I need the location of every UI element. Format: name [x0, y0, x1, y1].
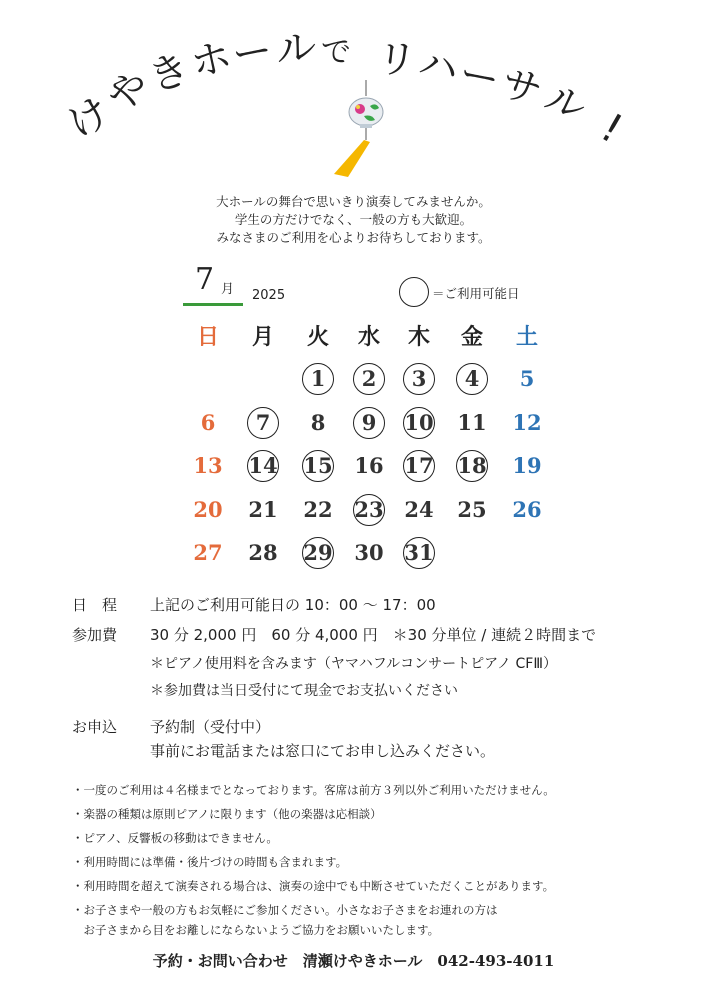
- calendar-day-available: 1: [293, 359, 343, 399]
- title-char: ハ: [414, 41, 462, 94]
- calendar-day: 26: [512, 497, 542, 522]
- title-char: き: [143, 45, 196, 102]
- note-item: ・お子さまや一般の方もお気軽にご参加ください。小さなお子さまをお連れの方は: [72, 903, 498, 917]
- calendar-day-available: 14: [238, 446, 288, 486]
- note-item: お子さまから目をお離しにならないようご協力をお願いいたします。: [72, 923, 440, 937]
- weekday-header: 日: [196, 324, 219, 350]
- intro-line: 学生の方だけでなく、一般の方も大歓迎。: [234, 212, 473, 227]
- month-unit: 月: [221, 282, 235, 297]
- month-underline: [183, 303, 243, 306]
- calendar-day: 6: [200, 410, 216, 435]
- title-char: け: [60, 88, 118, 149]
- title-char: ー: [229, 27, 276, 79]
- weekday-header: 金: [460, 324, 483, 350]
- calendar-day-available: 3: [394, 359, 444, 399]
- contact-line: 予約・お問い合わせ 清瀬けやきホール 042-493-4011: [152, 952, 555, 970]
- title-char: ー: [454, 50, 505, 105]
- calendar-day-available: 9: [344, 403, 394, 443]
- calendar-day: 27: [193, 540, 223, 565]
- title-char: ホ: [186, 33, 236, 87]
- calendar-day: 30: [354, 540, 384, 565]
- calendar-day: 12: [512, 410, 542, 435]
- weekday-header: 月: [251, 324, 274, 350]
- legend-text: ＝ご利用可能日: [432, 286, 520, 301]
- title-char: で: [321, 35, 351, 70]
- calendar-day: 19: [512, 453, 542, 478]
- calendar-day: 25: [457, 497, 487, 522]
- calendar-day: 28: [248, 540, 278, 565]
- intro-text: [0, 193, 707, 247]
- fee-note-payment: ＊参加費は当日受付にて現金でお支払いください: [150, 683, 458, 699]
- title-char: ル: [275, 25, 318, 74]
- calendar-day: 21: [248, 497, 278, 522]
- calendar-day: 22: [303, 497, 333, 522]
- calendar-day-available: 7: [238, 403, 288, 443]
- calendar-day-available: 2: [344, 359, 394, 399]
- title-char: や: [100, 63, 156, 121]
- apply-text-method: 事前にお電話または窓口にてお申し込みください。: [150, 742, 496, 760]
- calendar-day: 5: [519, 366, 535, 391]
- calendar-day-available: 23: [344, 490, 394, 530]
- apply-text-reservation: 予約制（受付中）: [150, 718, 271, 736]
- title-char: ル: [537, 73, 593, 133]
- title-char: リ: [374, 35, 419, 86]
- calendar-day-available: 29: [293, 533, 343, 573]
- schedule-label: 日 程: [72, 596, 118, 614]
- title-char: サ: [494, 59, 548, 116]
- wind-chime-icon: [334, 80, 383, 177]
- schedule-text: 上記のご利用可能日の 10：00 ～ 17：00: [150, 596, 436, 614]
- weekday-header: 土: [515, 324, 538, 350]
- calendar-day: 11: [457, 410, 487, 435]
- fee-note-piano: ＊ピアノ使用料を含みます（ヤマハフルコンサートピアノ CFⅢ）: [150, 656, 557, 672]
- calendar-day-available: 15: [293, 446, 343, 486]
- calendar-day-available: 10: [394, 403, 444, 443]
- month-number: 7: [195, 262, 215, 297]
- calendar-day: 24: [404, 497, 434, 522]
- title-arc: [0, 0, 707, 190]
- apply-label: お申込: [72, 718, 118, 736]
- weekday-header: 火: [306, 324, 329, 350]
- calendar-day: 8: [310, 410, 326, 435]
- weekday-header: 木: [407, 324, 430, 350]
- note-item: ・一度のご利用は４名様までとなっております。客席は前方３列以外ご利用いただけません。: [72, 783, 555, 797]
- weekday-header: 水: [357, 324, 380, 350]
- calendar-day-available: 17: [394, 446, 444, 486]
- title-char: !: [593, 104, 630, 153]
- fee-label: 参加費: [72, 626, 118, 644]
- intro-line: みなさまのご利用を心よりお待ちしております。: [216, 230, 491, 245]
- note-item: ・利用時間を超えて演奏される場合は、演奏の途中でも中断させていただくことがあります。: [72, 879, 555, 893]
- legend-circle-icon: [399, 277, 429, 307]
- fee-text: 30 分 2,000 円 60 分 4,000 円 ＊30 分単位 / 連続２時間まで: [150, 626, 597, 644]
- note-item: ・ピアノ、反響板の移動はできません。: [72, 831, 278, 845]
- note-item: ・利用時間には準備・後片づけの時間も含まれます。: [72, 855, 348, 869]
- calendar-day: 16: [354, 453, 384, 478]
- calendar-day: 13: [193, 453, 223, 478]
- year-label: 2025: [252, 288, 286, 303]
- calendar-day-available: 31: [394, 533, 444, 573]
- calendar-day: 20: [193, 497, 223, 522]
- intro-line: 大ホールの舞台で思いきり演奏してみませんか。: [216, 194, 491, 209]
- calendar-day-available: 18: [447, 446, 497, 486]
- note-item: ・楽器の種類は原則ピアノに限ります（他の楽器は応相談）: [72, 807, 382, 821]
- calendar-day-available: 4: [447, 359, 497, 399]
